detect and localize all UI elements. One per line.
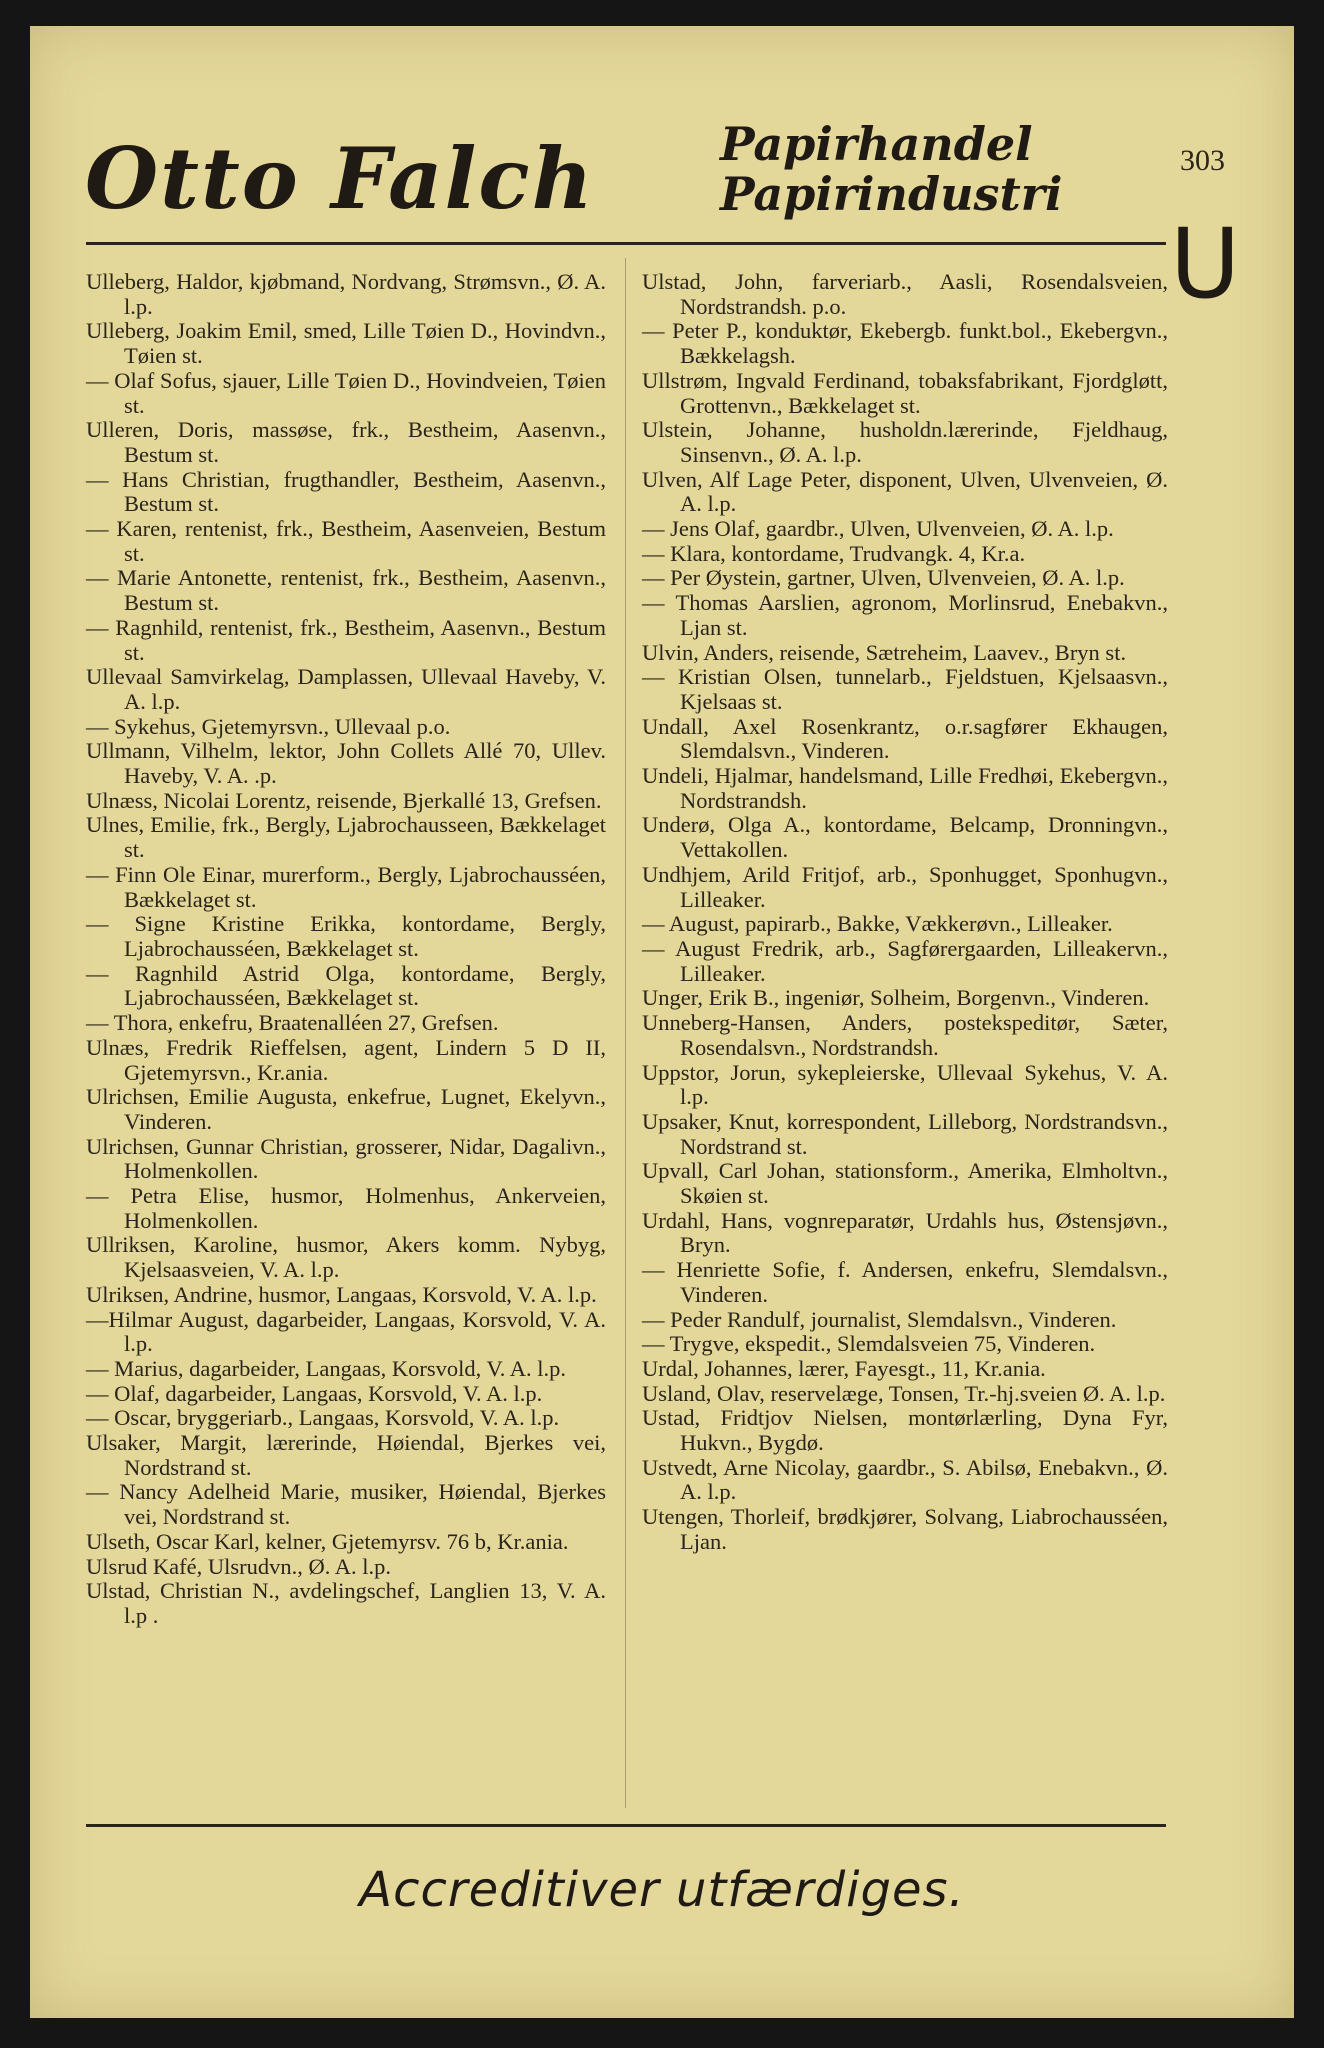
directory-entry: Ulsrud Kafé, Ulsrudvn., Ø. A. l.p. bbox=[86, 1553, 391, 1579]
directory-entry: Ulseth, Oscar Karl, kelner, Gjetemyrsv. 76 b, Kr.ania. bbox=[86, 1528, 569, 1554]
directory-entry: Ulleren, Doris, massøse, frk., Bestheim, Aasenvn., Bestum st. bbox=[86, 417, 606, 467]
directory-entry: Ulsaker, Margit, lærerinde, Høiendal, Bjerkes vei, Nordstrand st. bbox=[86, 1430, 606, 1480]
directory-entry: Undhjem, Arild Fritjof, arb., Sponhugget, Sponhugvn., Lilleaker. bbox=[642, 861, 1168, 912]
directory-entry: Upvall, Carl Johan, stationsform., Amerika, Elmholtvn., Skøien st. bbox=[642, 1158, 1168, 1209]
directory-entry: — Marie Antonette, rentenist, frk., Bestheim, Aasenvn., Bestum st. bbox=[86, 565, 606, 616]
brand-subtitle-line2: Papirindustri bbox=[720, 167, 1063, 221]
directory-entry: — Henriette Sofie, f. Andersen, enkefru, Slemdalsvn., Vinderen. bbox=[642, 1257, 1168, 1307]
directory-entry: Usland, Olav, reservelæge, Tonsen, Tr.-hj.sveien Ø. A. l.p. bbox=[642, 1380, 1166, 1406]
directory-entry: Undall, Axel Rosenkrantz, o.r.sagfører Ekhaugen, Slemdalsvn., Vinderen. bbox=[642, 713, 1168, 764]
directory-entry: Ulstein, Johanne, husholdn.lærerinde, Fjeldhaug, Sinsenvn., Ø. A. l.p. bbox=[642, 417, 1168, 467]
footer-slogan: Accreditiver utfærdiges. bbox=[359, 1862, 965, 1918]
directory-entry: Ustvedt, Arne Nicolay, gaardbr., S. Abilsø, Enebakvn., Ø. A. l.p. bbox=[642, 1454, 1168, 1505]
directory-entry: — Oscar, bryggeriarb., Langaas, Korsvold, V. A. l.p. bbox=[86, 1405, 560, 1431]
directory-entry: Ulnes, Emilie, frk., Bergly, Ljabrochausseen, Bækkelaget st. bbox=[86, 812, 606, 863]
directory-entry: — August Fredrik, arb., Sagførergaarden, Lilleakervn., Lilleaker. bbox=[642, 935, 1168, 986]
column-divider bbox=[625, 258, 626, 1808]
directory-entry: Ulven, Alf Lage Peter, disponent, Ulven, Ulvenveien, Ø. A. l.p. bbox=[642, 466, 1168, 517]
directory-entry: Upsaker, Knut, korrespondent, Lilleborg, Nordstrandsvn., Nordstrand st. bbox=[642, 1108, 1168, 1159]
directory-entry: — Signe Kristine Erikka, kontordame, Bergly, Ljabrochausséen, Bækkelaget st. bbox=[86, 911, 606, 961]
directory-entry: Ullmann, Vilhelm, lektor, John Collets Allé 70, Ullev. Haveby, V. A. .p. bbox=[86, 738, 606, 789]
directory-entry: Ulnæs, Fredrik Rieffelsen, agent, Lindern 5 D II, Gjetemyrsvn., Kr.ania. bbox=[86, 1034, 606, 1085]
advertisement-header bbox=[85, 111, 1165, 241]
directory-entry: — Kristian Olsen, tunnelarb., Fjeldstuen, Kjelsaasvn., Kjelsaas st. bbox=[642, 664, 1168, 714]
directory-entry: — Nancy Adelheid Marie, musiker, Høiendal, Bjerkes vei, Nordstrand st. bbox=[86, 1479, 606, 1530]
directory-entry: Urdahl, Hans, vognreparatør, Urdahls hus, Østensjøvn., Bryn. bbox=[642, 1207, 1168, 1258]
directory-entry: Ulstad, Christian N., avdelingschef, Langlien 13, V. A. l.p . bbox=[86, 1578, 606, 1628]
directory-entry: Ulnæss, Nicolai Lorentz, reisende, Bjerkallé 13, Grefsen. bbox=[86, 787, 602, 813]
directory-entry: Ulriksen, Andrine, husmor, Langaas, Korsvold, V. A. l.p. bbox=[86, 1281, 597, 1307]
directory-entry: — August, papirarb., Bakke, Vækkerøvn., Lilleaker. bbox=[642, 911, 1113, 937]
directory-entry: —Hilmar August, dagarbeider, Langaas, Korsvold, V. A. l.p. bbox=[86, 1306, 606, 1357]
brand-name: Otto Falch bbox=[85, 129, 595, 228]
directory-entry: — Peder Randulf, journalist, Slemdalsvn., Vinderen. bbox=[642, 1306, 1117, 1332]
brand-subtitle bbox=[720, 119, 1062, 219]
right-column bbox=[642, 270, 1168, 1555]
directory-entry: Unneberg-Hansen, Anders, postekspeditør, Sæter, Rosendalsvn., Nordstrandsh. bbox=[642, 1010, 1168, 1060]
directory-entry: Ulrichsen, Emilie Augusta, enkefrue, Lugnet, Ekelyvn., Vinderen. bbox=[86, 1084, 606, 1134]
directory-entry: Ulleberg, Joakim Emil, smed, Lille Tøien D., Hovindvn., Tøien st. bbox=[86, 318, 606, 369]
footer-rule bbox=[86, 1824, 1166, 1827]
directory-entry: Ulleberg, Haldor, kjøbmand, Nordvang, Strømsvn., Ø. A. l.p. bbox=[86, 269, 606, 319]
directory-entry: — Hans Christian, frugthandler, Bestheim, Aasenvn., Bestum st. bbox=[86, 466, 606, 517]
section-letter: U bbox=[1170, 208, 1241, 320]
brand-subtitle-line1: Papirhandel bbox=[720, 117, 1033, 171]
directory-entry: Uppstor, Jorun, sykepleierske, Ullevaal Sykehus, V. A. l.p. bbox=[642, 1059, 1168, 1110]
directory-entry: — Sykehus, Gjetemyrsvn., Ullevaal p.o. bbox=[86, 713, 451, 739]
directory-entry: — Thora, enkefru, Braatenalléen 27, Grefsen. bbox=[86, 1010, 499, 1036]
directory-page bbox=[30, 26, 1294, 2018]
directory-entry: — Finn Ole Einar, murerform., Bergly, Ljabrochausséen, Bækkelaget st. bbox=[86, 861, 606, 912]
directory-entry: — Ragnhild Astrid Olga, kontordame, Bergly, Ljabrochausséen, Bækkelaget st. bbox=[86, 960, 606, 1011]
directory-entry: Ulvin, Anders, reisende, Sætreheim, Laavev., Bryn st. bbox=[642, 639, 1127, 665]
directory-entry: Urdal, Johannes, lærer, Fayesgt., 11, Kr.ania. bbox=[642, 1355, 1046, 1381]
directory-entry: Ullevaal Samvirkelag, Damplassen, Ullevaal Haveby, V. A. l.p. bbox=[86, 664, 606, 714]
directory-entry: — Trygve, ekspedit., Slemdalsveien 75, Vinderen. bbox=[642, 1331, 1096, 1357]
directory-entry: — Marius, dagarbeider, Langaas, Korsvold, V. A. l.p. bbox=[86, 1355, 567, 1381]
directory-entry: — Ragnhild, rentenist, frk., Bestheim, Aasenvn., Bestum st. bbox=[86, 614, 606, 665]
directory-entry: Utengen, Thorleif, brødkjører, Solvang, Liabrochausséen, Ljan. bbox=[642, 1504, 1168, 1554]
directory-entry: Unger, Erik B., ingeniør, Solheim, Borgenvn., Vinderen. bbox=[642, 985, 1150, 1011]
directory-entry: — Per Øystein, gartner, Ulven, Ulvenveien, Ø. A. l.p. bbox=[642, 565, 1125, 591]
directory-entry: — Peter P., konduktør, Ekebergb. funkt.bol., Ekebergvn., Bækkelagsh. bbox=[642, 318, 1168, 369]
page-number: 303 bbox=[1180, 144, 1225, 177]
directory-entry: — Olaf Sofus, sjauer, Lille Tøien D., Hovindveien, Tøien st. bbox=[86, 367, 606, 418]
directory-entry: Ullstrøm, Ingvald Ferdinand, tobaksfabrikant, Fjordgløtt, Grottenvn., Bækkelaget st. bbox=[642, 367, 1168, 418]
directory-entry: — Olaf, dagarbeider, Langaas, Korsvold, V. A. l.p. bbox=[86, 1380, 543, 1406]
directory-entry: — Thomas Aarslien, agronom, Morlinsrud, Enebakvn., Ljan st. bbox=[642, 590, 1168, 640]
directory-entry: — Karen, rentenist, frk., Bestheim, Aasenveien, Bestum st. bbox=[86, 516, 606, 566]
directory-entry: Ullriksen, Karoline, husmor, Akers komm. Nybyg, Kjelsaasveien, V. A. l.p. bbox=[86, 1232, 606, 1283]
directory-entry: Ustad, Fridtjov Nielsen, montørlærling, Dyna Fyr, Hukvn., Bygdø. bbox=[642, 1405, 1168, 1456]
directory-entry: — Jens Olaf, gaardbr., Ulven, Ulvenveien, Ø. A. l.p. bbox=[642, 516, 1114, 542]
header-rule bbox=[86, 242, 1166, 245]
directory-entry: — Petra Elise, husmor, Holmenhus, Ankerveien, Holmenkollen. bbox=[86, 1183, 606, 1233]
directory-entry: Underø, Olga A., kontordame, Belcamp, Dronningvn., Vettakollen. bbox=[642, 812, 1168, 863]
directory-entry: Ulrichsen, Gunnar Christian, grosserer, Nidar, Dagalivn., Holmenkollen. bbox=[86, 1133, 606, 1184]
directory-entry: Ulstad, John, farveriarb., Aasli, Rosendalsveien, Nordstrandsh. p.o. bbox=[642, 269, 1168, 319]
left-column bbox=[86, 270, 606, 1629]
directory-entry: — Klara, kontordame, Trudvangk. 4, Kr.a. bbox=[642, 540, 1026, 566]
directory-entry: Undeli, Hjalmar, handelsmand, Lille Fredhøi, Ekebergvn., Nordstrandsh. bbox=[642, 763, 1168, 813]
